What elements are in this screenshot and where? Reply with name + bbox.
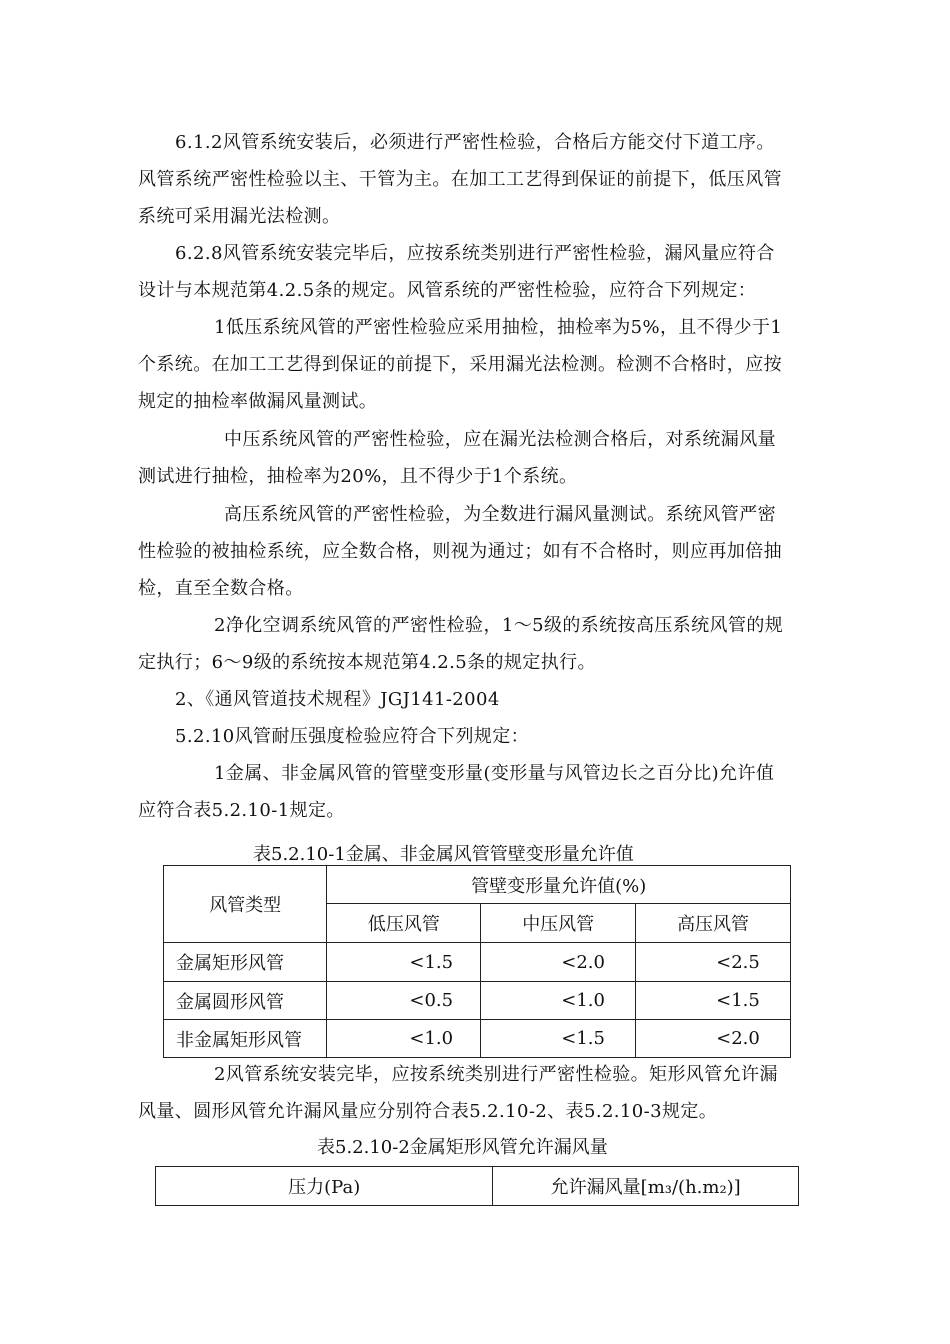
header-pressure: 压力(Pa) bbox=[156, 1167, 493, 1206]
text-line: 5.2.10风管耐压强度检验应符合下列规定： bbox=[175, 726, 530, 747]
table-row bbox=[164, 982, 791, 1020]
text-line: 个系统。在加工工艺得到保证的前提下，采用漏光法检测。检测不合格时，应按 bbox=[138, 354, 782, 375]
table-row bbox=[164, 943, 791, 982]
text-line: 2净化空调系统风管的严密性检验，1～5级的系统按高压系统风管的规 bbox=[214, 615, 784, 636]
text-line: 应符合表5.2.10-1规定。 bbox=[138, 800, 345, 821]
cell-value: <1.5 bbox=[636, 982, 791, 1020]
text-line: 6.1.2风管系统安装后，必须进行严密性检验，合格后方能交付下道工序。 bbox=[175, 132, 775, 153]
cell-value: <1.0 bbox=[481, 982, 636, 1020]
text-line: 风管系统严密性检验以主、干管为主。在加工工艺得到保证的前提下，低压风管 bbox=[138, 169, 782, 190]
subheader-low: 低压风管 bbox=[327, 904, 481, 943]
text-line: 1金属、非金属风管的管壁变形量(变形量与风管边长之百分比)允许值 bbox=[214, 763, 775, 784]
text-line: 性检验的被抽检系统，应全数合格，则视为通过；如有不合格时，则应再加倍抽 bbox=[138, 541, 782, 562]
text-line: 设计与本规范第4.2.5条的规定。风管系统的严密性检验，应符合下列规定： bbox=[138, 280, 757, 301]
text-line: 风量、圆形风管允许漏风量应分别符合表5.2.10-2、表5.2.10-3规定。 bbox=[138, 1101, 718, 1122]
cell-value: <1.0 bbox=[327, 1020, 481, 1058]
text-line: 测试进行抽检，抽检率为20%，且不得少于1个系统。 bbox=[138, 466, 578, 487]
text-line: 2风管系统安装完毕，应按系统类别进行严密性检验。矩形风管允许漏 bbox=[214, 1064, 778, 1085]
table-caption: 表5.2.10-1金属、非金属风管管壁变形量允许值 bbox=[253, 844, 634, 865]
row-type: 金属矩形风管 bbox=[164, 943, 327, 982]
text-line: 中压系统风管的严密性检验，应在漏光法检测合格后，对系统漏风量 bbox=[224, 429, 776, 450]
subheader-medium: 中压风管 bbox=[481, 904, 636, 943]
text-line: 系统可采用漏光法检测。 bbox=[138, 206, 341, 227]
table-caption: 表5.2.10-2金属矩形风管允许漏风量 bbox=[317, 1137, 608, 1158]
table-row bbox=[164, 1020, 791, 1058]
deformation-table bbox=[163, 865, 791, 1058]
cell-value: <2.0 bbox=[636, 1020, 791, 1058]
leakage-table bbox=[155, 1166, 799, 1206]
text-line: 定执行；6～9级的系统按本规范第4.2.5条的规定执行。 bbox=[138, 652, 596, 673]
header-type: 风管类型 bbox=[164, 866, 327, 943]
text-line: 规定的抽检率做漏风量测试。 bbox=[138, 391, 378, 412]
row-type: 非金属矩形风管 bbox=[164, 1020, 327, 1058]
text-line: 1低压系统风管的严密性检验应采用抽检，抽检率为5%，且不得少于1 bbox=[214, 317, 783, 338]
cell-value: <2.0 bbox=[481, 943, 636, 982]
text-line: 检，直至全数合格。 bbox=[138, 578, 304, 599]
cell-value: <1.5 bbox=[327, 943, 481, 982]
text-line: 2、《通风管道技术规程》JGJ141-2004 bbox=[175, 689, 500, 710]
text-line: 6.2.8风管系统安装完毕后，应按系统类别进行严密性检验，漏风量应符合 bbox=[175, 243, 775, 264]
text-line: 高压系统风管的严密性检验，为全数进行漏风量测试。系统风管严密 bbox=[224, 504, 776, 525]
header-leakage: 允许漏风量[m₃/(h.m₂)] bbox=[493, 1167, 799, 1206]
cell-value: <0.5 bbox=[327, 982, 481, 1020]
row-type: 金属圆形风管 bbox=[164, 982, 327, 1020]
cell-value: <2.5 bbox=[636, 943, 791, 982]
cell-value: <1.5 bbox=[481, 1020, 636, 1058]
subheader-high: 高压风管 bbox=[636, 904, 791, 943]
header-group: 管壁变形量允许值(%) bbox=[327, 866, 791, 904]
